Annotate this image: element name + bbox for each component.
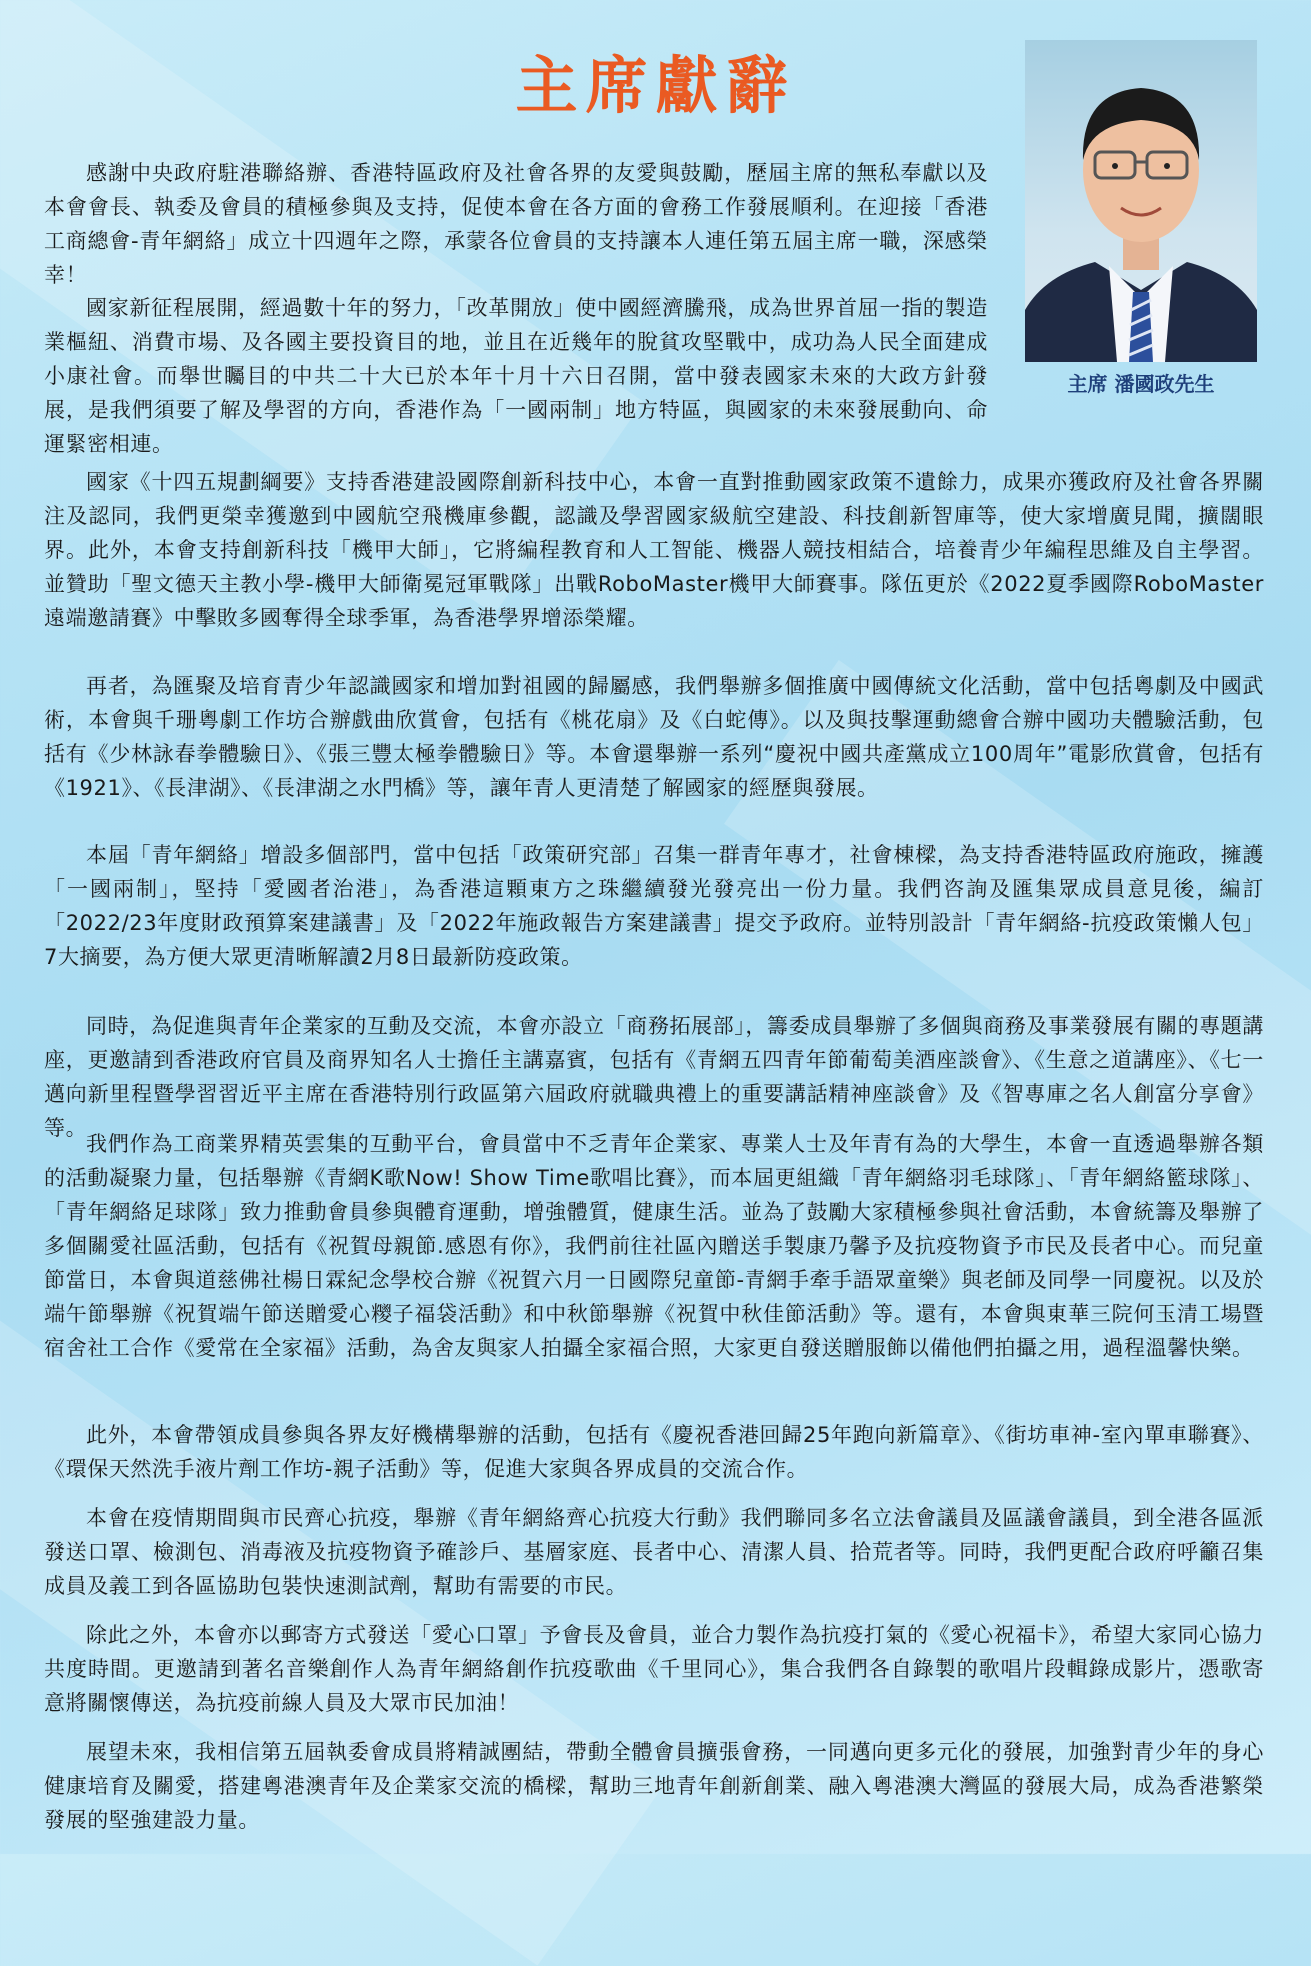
paragraph: 此外，本會帶領成員參與各界友好機構舉辦的活動，包括有《慶祝香港回歸25年跑向新篇章》、《街坊車神-室內單車聯賽》、《環保天然洗手液片劑工作坊-親子活動》等，促進大家與各界成員的交流合作。 (44, 1423, 1264, 1481)
paragraph: 本會在疫情期間與市民齊心抗疫，舉辦《青年網絡齊心抗疫大行動》我們聯同多名立法會議員及區議會議員，到全港各區派發送口罩、檢測包、消毒液及抗疫物資予確診戶、基層家庭、長者中心、清潔人員、拾荒者等。同時，我們更配合政府呼籲召集成員及義工到各區協助包裝快速測試劑，幫助有需要的市民。 (44, 1506, 1264, 1598)
paragraph: 本屆「青年網絡」增設多個部門，當中包括「政策研究部」召集一群青年專才，社會棟樑，為支持香港特區政府施政，擁護「一國兩制」，堅持「愛國者治港」，為香港這顆東方之珠繼續發光發亮出一份力量。我們咨詢及匯集眾成員意見後，編訂「2022/23年度財政預算案建議書」及「2022年施政報告方案建議書」提交予政府。並特別設計「青年網絡-抗疫政策懶人包」7大摘要，為方便大眾更清晰解讀2月8日最新防疫政策。 (44, 843, 1264, 969)
paragraph: 感謝中央政府駐港聯絡辦、香港特區政府及社會各界的友愛與鼓勵，歷屆主席的無私奉獻以及本會會長、執委及會員的積極參與及支持，促使本會在各方面的會務工作發展順利。在迎接「香港工商總會-青年網絡」成立十四週年之際，承蒙各位會員的支持讓本人連任第五屆主席一職，深感榮幸！ (44, 161, 988, 287)
paragraph: 同時，為促進與青年企業家的互動及交流，本會亦設立「商務拓展部」，籌委成員舉辦了多個與商務及事業發展有關的專題講座，更邀請到香港政府官員及商界知名人士擔任主講嘉賓，包括有《青網五四青年節葡萄美酒座談會》、《生意之道講座》、《七一邁向新里程暨學習習近平主席在香港特別行政區第六屆政府就職典禮上的重要講話精神座談會》及《智專庫之名人創富分享會》等。 (44, 1014, 1264, 1140)
page-title: 主席獻辭 (515, 49, 796, 122)
chairman-portrait (1025, 40, 1257, 362)
paragraph: 國家《十四五規劃綱要》支持香港建設國際創新科技中心，本會一直對推動國家政策不遺餘力，成果亦獲政府及社會各界關注及認同，我們更榮幸獲邀到中國航空飛機庫參觀，認識及學習國家級航空建設、科技創新智庫等，使大家增廣見聞，擴闊眼界。此外，本會支持創新科技「機甲大師」，它將編程教育和人工智能、機器人競技相結合，培養青少年編程思維及自主學習。並贊助「聖文德天主教小學-機甲大師衛冕冠軍戰隊」出戰RoboMaster機甲大師賽事。隊伍更於《2022夏季國際RoboMaster 遠端邀請賽》中擊敗多國奪得全球季軍，為香港學界增添榮耀。 (44, 470, 1264, 630)
portrait-caption: 主席 潘國政先生 (1067, 372, 1215, 396)
paragraph: 除此之外，本會亦以郵寄方式發送「愛心口罩」予會長及會員，並合力製作為抗疫打氣的《愛心祝福卡》，希望大家同心協力共度時間。更邀請到著名音樂創作人為青年網絡創作抗疫歌曲《千里同心》，集合我們各自錄製的歌唱片段輯錄成影片，憑歌寄意將關懷傳送，為抗疫前線人員及大眾市民加油！ (44, 1623, 1264, 1715)
paragraph: 再者，為匯聚及培育青少年認識國家和增加對祖國的歸屬感，我們舉辦多個推廣中國傳統文化活動，當中包括粵劇及中國武術，本會與千珊粵劇工作坊合辦戲曲欣賞會，包括有《桃花扇》及《白蛇傳》。以及與技擊運動總會合辦中國功夫體驗活動，包括有《少林詠春拳體驗日》、《張三豐太極拳體驗日》等。本會還舉辦一系列“慶祝中國共產黨成立100周年”電影欣賞會，包括有《1921》、《長津湖》、《長津湖之水門橋》等，讓年青人更清楚了解國家的經歷與發展。 (44, 674, 1264, 800)
paragraph: 我們作為工商業界精英雲集的互動平台，會員當中不乏青年企業家、專業人士及年青有為的大學生，本會一直透過舉辦各類的活動凝聚力量，包括舉辦《青網K歌Now! Show Time歌唱比賽》，而本屆更組織「青年網絡羽毛球隊」、「青年網絡籃球隊」、「青年網絡足球隊」致力推動會員參與體育運動，增強體質，健康生活。並為了鼓勵大家積極參與社會活動，本會統籌及舉辦了多個關愛社區活動，包括有《祝賀母親節.感恩有你》，我們前往社區內贈送手製康乃馨予及抗疫物資予市民及長者中心。而兒童節當日，本會與道慈佛社楊日霖紀念學校合辦《祝賀六月一日國際兒童節-青網手牽手語眾童樂》與老師及同學一同慶祝。以及於端午節舉辦《祝賀端午節送贈愛心糭子福袋活動》和中秋節舉辦《祝賀中秋佳節活動》等。還有，本會與東華三院何玉清工場暨宿舍社工合作《愛常在全家福》活動，為舍友與家人拍攝全家福合照，大家更自發送贈服飾以備他們拍攝之用，過程溫馨快樂。 (44, 1132, 1264, 1360)
paragraph: 國家新征程展開，經過數十年的努力，「改革開放」使中國經濟騰飛，成為世界首屈一指的製造業樞紐、消費市場、及各國主要投資目的地，並且在近幾年的脫貧攻堅戰中，成功為人民全面建成小康社會。而舉世矚目的中共二十大已於本年十月十六日召開，當中發表國家未來的大政方針發展，是我們須要了解及學習的方向，香港作為「一國兩制」地方特區，與國家的未來發展動向、命運緊密相連。 (44, 296, 988, 456)
paragraph: 展望未來，我相信第五屆執委會成員將精誠團結，帶動全體會員擴張會務，一同邁向更多元化的發展，加強對青少年的身心健康培育及關愛，搭建粵港澳青年及企業家交流的橋樑，幫助三地青年創新創業、融入粵港澳大灣區的發展大局，成為香港繁榮發展的堅強建設力量。 (44, 1740, 1264, 1832)
